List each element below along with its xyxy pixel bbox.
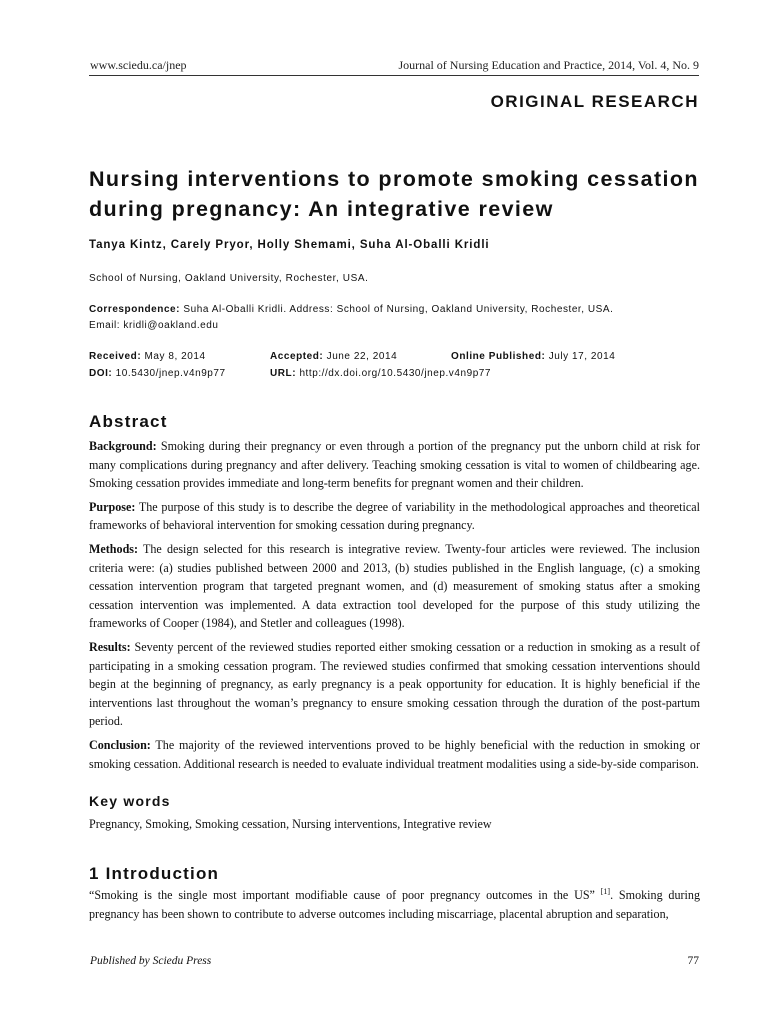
abstract-conclusion <box>89 736 700 773</box>
doi-url <box>270 365 491 382</box>
journal-url[interactable]: www.sciedu.ca/jnep <box>90 58 187 72</box>
received-date <box>89 348 206 365</box>
keywords-heading: Key words <box>89 793 171 809</box>
received-value: May 8, 2014 <box>144 351 206 362</box>
keywords-list: Pregnancy, Smoking, Smoking cessation, Nursing interventions, Integrative review <box>89 817 492 831</box>
correspondence-text: Suha Al-Oballi Kridli. Address: School of Nursing, Oakland University, Rochester, USA. <box>183 304 614 315</box>
correspondence-block <box>89 302 709 334</box>
abstract-text: The majority of the reviewed interventions proved to be highly beneficial with the reduction in smoking or smoking cessation. Additional research is needed to evaluate individual treatment modalities using a side-by-side comparison. <box>89 737 700 771</box>
introduction-paragraph <box>89 886 700 924</box>
header-divider <box>89 75 699 76</box>
published-date <box>451 348 615 365</box>
abstract-label: Conclusion: <box>89 737 151 752</box>
abstract-label: Purpose: <box>89 499 136 514</box>
introduction-heading: 1 Introduction <box>89 864 220 883</box>
affiliation: School of Nursing, Oakland University, Rochester, USA. <box>89 273 369 284</box>
abstract-label: Methods: <box>89 541 139 556</box>
abstract-label: Background: <box>89 439 157 453</box>
intro-text: . Smoking during pregnancy has been shown to contribute to adverse outcomes including miscarriage, placental abruption and separation, <box>89 888 701 921</box>
abstract-results <box>89 638 700 731</box>
abstract-label: Results: <box>89 639 131 654</box>
abstract-methods <box>89 540 700 633</box>
received-label: Received: <box>89 351 142 362</box>
accepted-label: Accepted: <box>270 351 324 362</box>
accepted-value: June 22, 2014 <box>326 351 398 362</box>
correspondence-email[interactable]: Email: kridli@oakland.edu <box>89 320 219 331</box>
intro-quote: “Smoking is the single most important modifiable cause of poor pregnancy outcomes in the US” <box>89 888 595 902</box>
article-title: Nursing interventions to promote smoking cessation during pregnancy: An integrative review <box>89 167 699 221</box>
abstract-body <box>89 437 700 773</box>
author-list: Tanya Kintz, Carely Pryor, Holly Shemami, Suha Al-Oballi Kridli <box>89 239 490 251</box>
abstract-purpose <box>89 498 700 535</box>
citation-ref[interactable]: [1] <box>600 887 611 896</box>
abstract-text: The design selected for this research is integrative review. Twenty-four articles were reviewed. The inclusion criteria were: (a) studies published between 2000 and 2013, (b) studies published in the English language, (c) a smoking cessation intervention program that targeted pregnant women, and (d) measurement of smoking status after a smoking cessation intervention was implemented. A data extraction tool developed for the purpose of this study utilizing the frameworks of Cooper (1984), and Stetler and colleagues (1998). <box>89 541 700 631</box>
abstract-text: The purpose of this study is to describe the degree of variability in the methodological approaches and theoretical frameworks of behavioral intervention for smoking cessation during pregnancy. <box>89 499 700 533</box>
abstract-heading: Abstract <box>89 412 168 431</box>
abstract-text: Seventy percent of the reviewed studies reported either smoking cessation or a reduction in smoking as a result of participating in a smoking cessation program. The reviewed studies confirmed that smoking cessation interventions should begin at the beginning of pregnancy, as early pregnancy is a peak opportunity for education. It is highly beneficial if the interventions last throughout the woman’s pregnancy to ensure smoking cessation through the duration of the post-partum period. <box>89 639 701 729</box>
doi-value[interactable]: 10.5430/jnep.v4n9p77 <box>115 368 226 379</box>
abstract-background <box>89 437 700 493</box>
accepted-date <box>270 348 397 365</box>
section-tag: ORIGINAL RESEARCH <box>490 92 699 111</box>
published-value: July 17, 2014 <box>548 351 616 362</box>
doi-label: DOI: <box>89 368 113 379</box>
journal-citation: Journal of Nursing Education and Practice, 2014, Vol. 4, No. 9 <box>398 58 699 72</box>
abstract-text: Smoking during their pregnancy or even through a portion of the pregnancy put the unborn child at risk for many complications during pregnancy and after delivery. Teaching smoking cessation is vital to women of childbearing age. Smoking cessation provides immediate and long-term benefits for pregnant women and their children. <box>89 439 701 491</box>
url-value[interactable]: http://dx.doi.org/10.5430/jnep.v4n9p77 <box>299 368 492 379</box>
doi <box>89 365 226 382</box>
publisher-footer: Published by Sciedu Press <box>90 955 212 967</box>
page-number: 77 <box>687 955 699 967</box>
correspondence-label: Correspondence: <box>89 304 181 315</box>
url-label: URL: <box>270 368 297 379</box>
published-label: Online Published: <box>451 351 546 362</box>
